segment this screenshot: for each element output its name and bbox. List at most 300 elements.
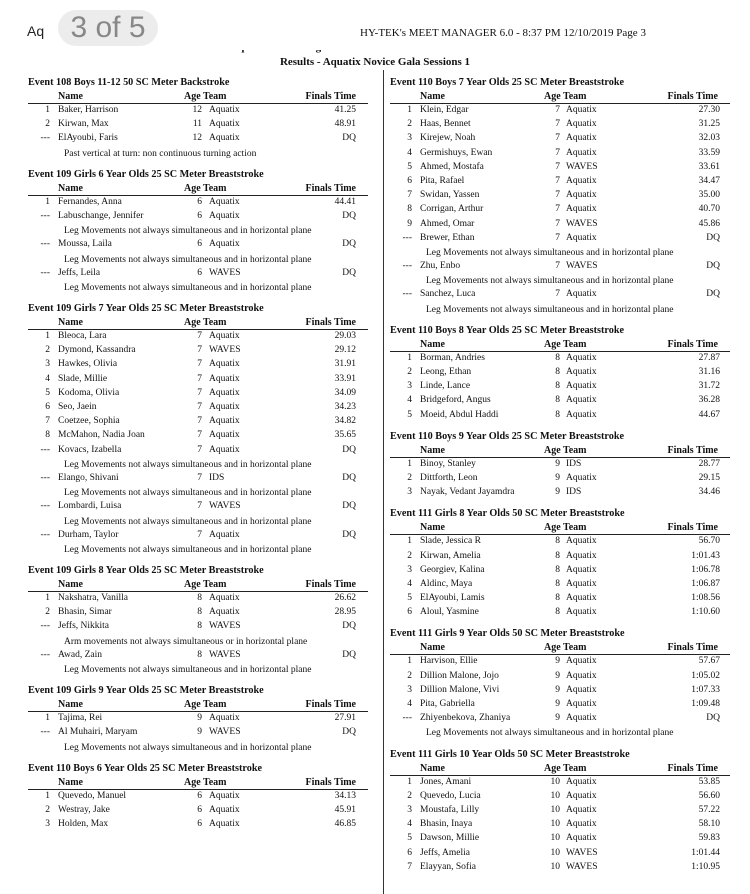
column-header-row — [390, 641, 730, 655]
place: 1 — [407, 105, 412, 115]
result-row — [390, 189, 730, 203]
swimmer-name: Moussa, Laila — [58, 239, 112, 250]
finals-time: 45.86 — [698, 218, 720, 229]
team: Aquatix — [566, 776, 597, 787]
column-header-age-team: Age Team — [184, 579, 227, 591]
dq-reason: Leg Movements not always simultaneous and in horizontal plane — [64, 282, 312, 293]
column-header-name: Name — [420, 444, 445, 456]
age: 12 — [192, 133, 202, 144]
age: 6 — [197, 819, 202, 830]
age: 10 — [550, 776, 560, 787]
swimmer-name: Kirwan, Amelia — [420, 550, 481, 561]
swimmer-name: Haas, Bennet — [420, 119, 471, 130]
place: 7 — [407, 190, 412, 201]
column-header-name: Name — [58, 579, 83, 591]
column-header-name: Name — [58, 91, 83, 102]
result-row — [390, 218, 730, 232]
swimmer-name: Bleoca, Lara — [58, 331, 107, 342]
event-block — [28, 564, 368, 677]
place: 1 — [407, 776, 412, 787]
age: 9 — [555, 670, 560, 681]
event-block — [28, 168, 368, 295]
place: 1 — [407, 656, 412, 667]
result-row — [28, 118, 368, 132]
result-row — [390, 712, 730, 726]
place: 4 — [407, 147, 412, 158]
age: 8 — [555, 536, 560, 547]
result-row — [390, 132, 730, 146]
team: Aquatix — [566, 472, 597, 483]
age: 8 — [555, 381, 560, 392]
result-row — [28, 712, 368, 726]
place: 2 — [45, 345, 50, 356]
place: 5 — [407, 409, 412, 420]
event-title: Event 110 Boys 6 Year Olds 25 SC Meter Breaststroke — [28, 762, 263, 774]
team: Aquatix — [566, 395, 597, 406]
age: 7 — [197, 402, 202, 412]
finals-time: 59.83 — [698, 833, 720, 844]
finals-time: 1:07.33 — [691, 684, 720, 695]
event-block — [390, 76, 730, 317]
column-header-age-team: Age Team — [184, 182, 227, 194]
swimmer-name: Nakshatra, Vanilla — [58, 593, 128, 604]
swimmer-name: Moustafa, Lilly — [420, 804, 480, 815]
result-row — [390, 776, 730, 790]
column-header-row — [390, 90, 730, 104]
place: 3 — [45, 819, 50, 830]
column-header-age-team: Age Team — [184, 317, 227, 329]
finals-time: DQ — [342, 239, 356, 250]
team: Aquatix — [209, 607, 240, 618]
finals-time: 56.70 — [698, 536, 720, 547]
team: Aquatix — [566, 204, 597, 215]
finals-time: 28.95 — [334, 607, 356, 618]
place: 1 — [45, 105, 50, 115]
event-block — [28, 762, 368, 833]
swimmer-name: Corrigan, Arthur — [420, 204, 484, 215]
finals-time: 57.67 — [698, 656, 720, 667]
swimmer-name: Seo, Jaein — [58, 402, 97, 412]
swimmer-name: Slade, Millie — [58, 373, 108, 384]
column-header-age-team: Age Team — [544, 762, 587, 774]
column-header-age-team: Age Team — [184, 91, 227, 102]
column-header-name: Name — [420, 91, 445, 102]
finals-time: 27.91 — [334, 713, 356, 724]
age: 7 — [555, 261, 560, 272]
column-header-finals-time: Finals Time — [305, 91, 356, 102]
age: 8 — [197, 607, 202, 618]
column-header-finals-time: Finals Time — [305, 699, 356, 711]
finals-time: 1:09.48 — [691, 699, 720, 709]
swimmer-name: Georgiev, Kalina — [420, 564, 485, 575]
team: Aquatix — [209, 444, 240, 455]
place: 1 — [407, 352, 412, 363]
result-row — [390, 847, 730, 861]
result-row — [390, 458, 730, 472]
swimmer-name: Lombardi, Luisa — [58, 501, 122, 512]
team: Aquatix — [209, 529, 240, 540]
result-row — [28, 373, 368, 387]
place: 4 — [407, 578, 412, 589]
finals-time: 28.77 — [698, 458, 720, 469]
column-header-name: Name — [58, 699, 83, 711]
place: 1 — [45, 196, 50, 207]
age: 8 — [555, 564, 560, 575]
age: 8 — [197, 621, 202, 632]
result-row — [390, 486, 730, 500]
swimmer-name: Hawkes, Olivia — [58, 359, 118, 370]
team: WAVES — [209, 345, 241, 356]
age: 11 — [192, 119, 202, 130]
place: 4 — [45, 373, 50, 384]
team: Aquatix — [566, 381, 597, 392]
team: Aquatix — [566, 833, 597, 844]
swimmer-name: Al Muhairi, Maryam — [58, 727, 138, 738]
column-header-row — [390, 762, 730, 776]
team: IDS — [566, 487, 582, 498]
column-header-name: Name — [420, 338, 445, 350]
place: 3 — [407, 804, 412, 815]
finals-time: DQ — [706, 261, 720, 272]
column-header-finals-time: Finals Time — [667, 91, 718, 102]
result-row — [28, 804, 368, 818]
age: 7 — [555, 232, 560, 243]
age: 7 — [555, 289, 560, 300]
result-row — [390, 790, 730, 804]
team: WAVES — [209, 649, 241, 660]
result-row — [28, 344, 368, 358]
place: --- — [40, 727, 50, 738]
result-row — [28, 330, 368, 344]
age: 7 — [555, 218, 560, 229]
result-row — [390, 472, 730, 486]
swimmer-name: Sanchez, Luca — [420, 289, 476, 300]
event-title: Event 109 Girls 8 Year Olds 25 SC Meter Breaststroke — [28, 565, 264, 577]
team: Aquatix — [566, 190, 597, 201]
result-row — [28, 401, 368, 415]
column-header-row — [28, 578, 368, 592]
place: --- — [40, 472, 50, 483]
finals-time: 34.13 — [334, 790, 356, 801]
team: WAVES — [209, 267, 241, 278]
swimmer-name: Fernandes, Anna — [58, 196, 122, 207]
column-header-age-team: Age Team — [184, 699, 227, 711]
finals-time: 35.00 — [698, 190, 720, 201]
event-block — [390, 324, 730, 423]
report-header-line: HY-TEK's MEET MANAGER 6.0 - 8:37 PM 12/10/2019 Page 3 — [360, 27, 646, 39]
swimmer-name: Quevedo, Lucia — [420, 790, 481, 801]
column-header-name: Name — [420, 762, 445, 774]
team: Aquatix — [209, 804, 240, 815]
age: 9 — [555, 656, 560, 667]
team: WAVES — [209, 501, 241, 512]
event-block — [28, 684, 368, 755]
swimmer-name: Baker, Harrison — [58, 105, 119, 115]
age: 9 — [555, 699, 560, 709]
column-header-finals-time: Finals Time — [667, 642, 718, 654]
place: --- — [40, 133, 50, 144]
team: WAVES — [566, 847, 598, 858]
dq-reason: Leg Movements not always simultaneous and in horizontal plane — [64, 226, 312, 237]
finals-time: 1:01.44 — [691, 847, 720, 858]
column-divider — [383, 70, 384, 894]
result-row — [28, 790, 368, 804]
swimmer-name: Awad, Zain — [58, 649, 102, 660]
column-header-finals-time: Finals Time — [305, 579, 356, 591]
team: Aquatix — [209, 713, 240, 724]
swimmer-name: Westray, Jake — [58, 804, 110, 815]
event-title: Event 110 Boys 9 Year Olds 25 SC Meter Breaststroke — [390, 430, 625, 442]
finals-time: 1:10.95 — [691, 861, 720, 872]
place: --- — [40, 501, 50, 512]
swimmer-name: Aloul, Yasmine — [420, 607, 479, 618]
place: --- — [402, 713, 412, 724]
age: 8 — [555, 352, 560, 363]
event-title: Event 111 Girls 9 Year Olds 50 SC Meter Breaststroke — [390, 628, 625, 640]
age: 9 — [555, 487, 560, 498]
finals-time: 26.62 — [334, 593, 356, 604]
column-header-age-team: Age Team — [544, 338, 587, 350]
age: 9 — [197, 727, 202, 738]
finals-time: 1:08.56 — [691, 593, 720, 604]
swimmer-name: Kodoma, Olivia — [58, 387, 120, 398]
finals-time: 56.60 — [698, 790, 720, 801]
column-header-age-team: Age Team — [544, 444, 587, 456]
finals-time: 32.03 — [698, 133, 720, 144]
dq-reason: Leg Movements not always simultaneous and in horizontal plane — [426, 728, 674, 739]
finals-time: 1:10.60 — [691, 607, 720, 618]
team: Aquatix — [566, 699, 597, 709]
result-row — [390, 698, 730, 712]
result-row — [28, 529, 368, 543]
place: 2 — [407, 367, 412, 377]
swimmer-name: Elayyan, Sofia — [420, 861, 476, 872]
page-counter-badge[interactable]: 3 of 5 — [58, 10, 158, 46]
team: Aquatix — [566, 564, 597, 575]
age: 8 — [555, 409, 560, 420]
column-header-row — [28, 90, 368, 104]
team: Aquatix — [209, 373, 240, 384]
result-row — [390, 288, 730, 302]
column-header-name: Name — [58, 182, 83, 194]
swimmer-name: Kirwan, Max — [58, 119, 109, 130]
result-row — [28, 267, 368, 281]
results-title: Results - Aquatix Novice Gala Sessions 1 — [279, 56, 471, 68]
swimmer-name: Ahmed, Mostafa — [420, 161, 484, 172]
finals-time: 57.22 — [698, 804, 720, 815]
finals-time: 1:06.78 — [691, 564, 720, 575]
dq-reason: Leg Movements not always simultaneous and in horizontal plane — [426, 304, 674, 315]
team: Aquatix — [566, 713, 597, 724]
finals-time: 44.41 — [334, 196, 356, 207]
place: 5 — [407, 593, 412, 604]
age: 6 — [197, 210, 202, 221]
age: 7 — [555, 147, 560, 158]
place: 5 — [407, 833, 412, 844]
dq-reason: Leg Movements not always simultaneous and in horizontal plane — [64, 742, 312, 753]
finals-time: DQ — [342, 501, 356, 512]
age: 9 — [555, 684, 560, 695]
team: Aquatix — [566, 352, 597, 363]
swimmer-name: Moeid, Abdul Haddi — [420, 409, 499, 420]
age: 8 — [555, 367, 560, 377]
place: 1 — [45, 331, 50, 342]
team: WAVES — [209, 621, 241, 632]
swimmer-name: Klein, Edgar — [420, 105, 469, 115]
column-header-age-team: Age Team — [544, 91, 587, 102]
event-title: Event 109 Girls 7 Year Olds 25 SC Meter Breaststroke — [28, 303, 264, 315]
finals-time: DQ — [342, 133, 356, 144]
team: Aquatix — [566, 607, 597, 618]
team: Aquatix — [566, 819, 597, 830]
result-row — [390, 535, 730, 549]
place: 5 — [45, 387, 50, 398]
finals-time: 41.25 — [334, 105, 356, 115]
swimmer-name: Kovacs, Izabella — [58, 444, 122, 455]
result-row — [28, 429, 368, 443]
finals-time: 33.91 — [334, 373, 356, 384]
place: 4 — [407, 395, 412, 406]
swimmer-name: Elango, Shivani — [58, 472, 119, 483]
swimmer-name: Dillion Malone, Vivi — [420, 684, 500, 695]
age: 7 — [555, 161, 560, 172]
team: Aquatix — [566, 147, 597, 158]
swimmer-name: Nayak, Vedant Jayamdra — [420, 487, 515, 498]
place: --- — [402, 261, 412, 272]
column-header-row — [28, 316, 368, 330]
result-row — [390, 832, 730, 846]
swimmer-name: Slade, Jessica R — [420, 536, 481, 547]
result-row — [390, 804, 730, 818]
team: Aquatix — [566, 670, 597, 681]
age: 7 — [555, 175, 560, 186]
place: 3 — [407, 487, 412, 498]
team: WAVES — [566, 161, 598, 172]
age: 7 — [555, 190, 560, 201]
swimmer-name: Bhasin, Inaya — [420, 819, 473, 830]
age: 6 — [197, 790, 202, 801]
dq-reason: Leg Movements not always simultaneous and in horizontal plane — [64, 544, 312, 555]
swimmer-name: Aldinc, Maya — [420, 578, 473, 589]
column-header-finals-time: Finals Time — [667, 762, 718, 774]
place: --- — [402, 232, 412, 243]
place: 3 — [407, 381, 412, 392]
team: Aquatix — [209, 387, 240, 398]
swimmer-name: Germishuys, Ewan — [420, 147, 493, 158]
place: --- — [40, 649, 50, 660]
result-row — [28, 818, 368, 832]
age: 7 — [197, 387, 202, 398]
swimmer-name: ElAyoubi, Faris — [58, 133, 118, 144]
result-row — [390, 232, 730, 246]
finals-time: DQ — [706, 713, 720, 724]
age: 7 — [197, 331, 202, 342]
swimmer-name: Swidan, Yassen — [420, 190, 480, 201]
place: 4 — [407, 819, 412, 830]
finals-time: 53.85 — [698, 776, 720, 787]
finals-time: 31.25 — [698, 119, 720, 130]
result-row — [390, 578, 730, 592]
event-block — [390, 430, 730, 501]
age: 10 — [550, 804, 560, 815]
place: --- — [402, 289, 412, 300]
place: 1 — [45, 593, 50, 604]
place: --- — [40, 210, 50, 221]
place: --- — [40, 267, 50, 278]
column-header-finals-time: Finals Time — [305, 776, 356, 788]
place: 5 — [407, 161, 412, 172]
team: Aquatix — [209, 239, 240, 250]
team: Aquatix — [566, 133, 597, 144]
place: 1 — [45, 790, 50, 801]
finals-time: 29.12 — [334, 345, 356, 356]
result-row — [28, 444, 368, 458]
age: 10 — [550, 819, 560, 830]
age: 7 — [197, 359, 202, 370]
event-title: Event 110 Boys 8 Year Olds 25 SC Meter Breaststroke — [390, 324, 625, 336]
finals-time: 1:05.02 — [691, 670, 720, 681]
place: 7 — [45, 416, 50, 427]
team: Aquatix — [209, 359, 240, 370]
place: 3 — [407, 564, 412, 575]
team: Aquatix — [209, 819, 240, 830]
finals-time: 27.30 — [698, 105, 720, 115]
dq-reason: Leg Movements not always simultaneous and in horizontal plane — [64, 665, 312, 675]
team: Aquatix — [566, 593, 597, 604]
age: 7 — [197, 529, 202, 540]
swimmer-name: Tajima, Rei — [58, 713, 103, 724]
age: 10 — [550, 847, 560, 858]
age: 6 — [197, 239, 202, 250]
place: 6 — [407, 175, 412, 186]
result-row — [28, 592, 368, 606]
swimmer-name: Borman, Andries — [420, 352, 485, 363]
column-header-name: Name — [58, 317, 83, 329]
finals-time: 36.28 — [698, 395, 720, 406]
place: 3 — [407, 684, 412, 695]
result-row — [390, 366, 730, 380]
result-row — [390, 550, 730, 564]
age: 8 — [555, 578, 560, 589]
event-title: Event 110 Boys 7 Year Olds 25 SC Meter Breaststroke — [390, 77, 625, 88]
result-row — [28, 104, 368, 118]
finals-time: 33.59 — [698, 147, 720, 158]
swimmer-name: Dawson, Millie — [420, 833, 480, 844]
event-title: Event 111 Girls 10 Year Olds 50 SC Meter Breaststroke — [390, 748, 630, 760]
age: 9 — [555, 472, 560, 483]
finals-time: 29.15 — [698, 472, 720, 483]
team: Aquatix — [566, 684, 597, 695]
column-header-name: Name — [58, 776, 83, 788]
age: 7 — [555, 204, 560, 215]
column-header-age-team: Age Team — [184, 776, 227, 788]
result-row — [390, 203, 730, 217]
finals-time: DQ — [342, 529, 356, 540]
age: 7 — [555, 105, 560, 115]
place: 2 — [407, 670, 412, 681]
swimmer-name: Linde, Lance — [420, 381, 471, 392]
team: Aquatix — [566, 232, 597, 243]
team: Aquatix — [566, 790, 597, 801]
team: Aquatix — [209, 593, 240, 604]
column-header-row — [390, 444, 730, 458]
age: 12 — [192, 105, 202, 115]
dq-reason: Leg Movements not always simultaneous and in horizontal plane — [426, 276, 674, 287]
dq-reason: Leg Movements not always simultaneous and in horizontal plane — [64, 459, 312, 470]
column-header-finals-time: Finals Time — [667, 338, 718, 350]
result-row — [28, 472, 368, 486]
age: 8 — [555, 395, 560, 406]
